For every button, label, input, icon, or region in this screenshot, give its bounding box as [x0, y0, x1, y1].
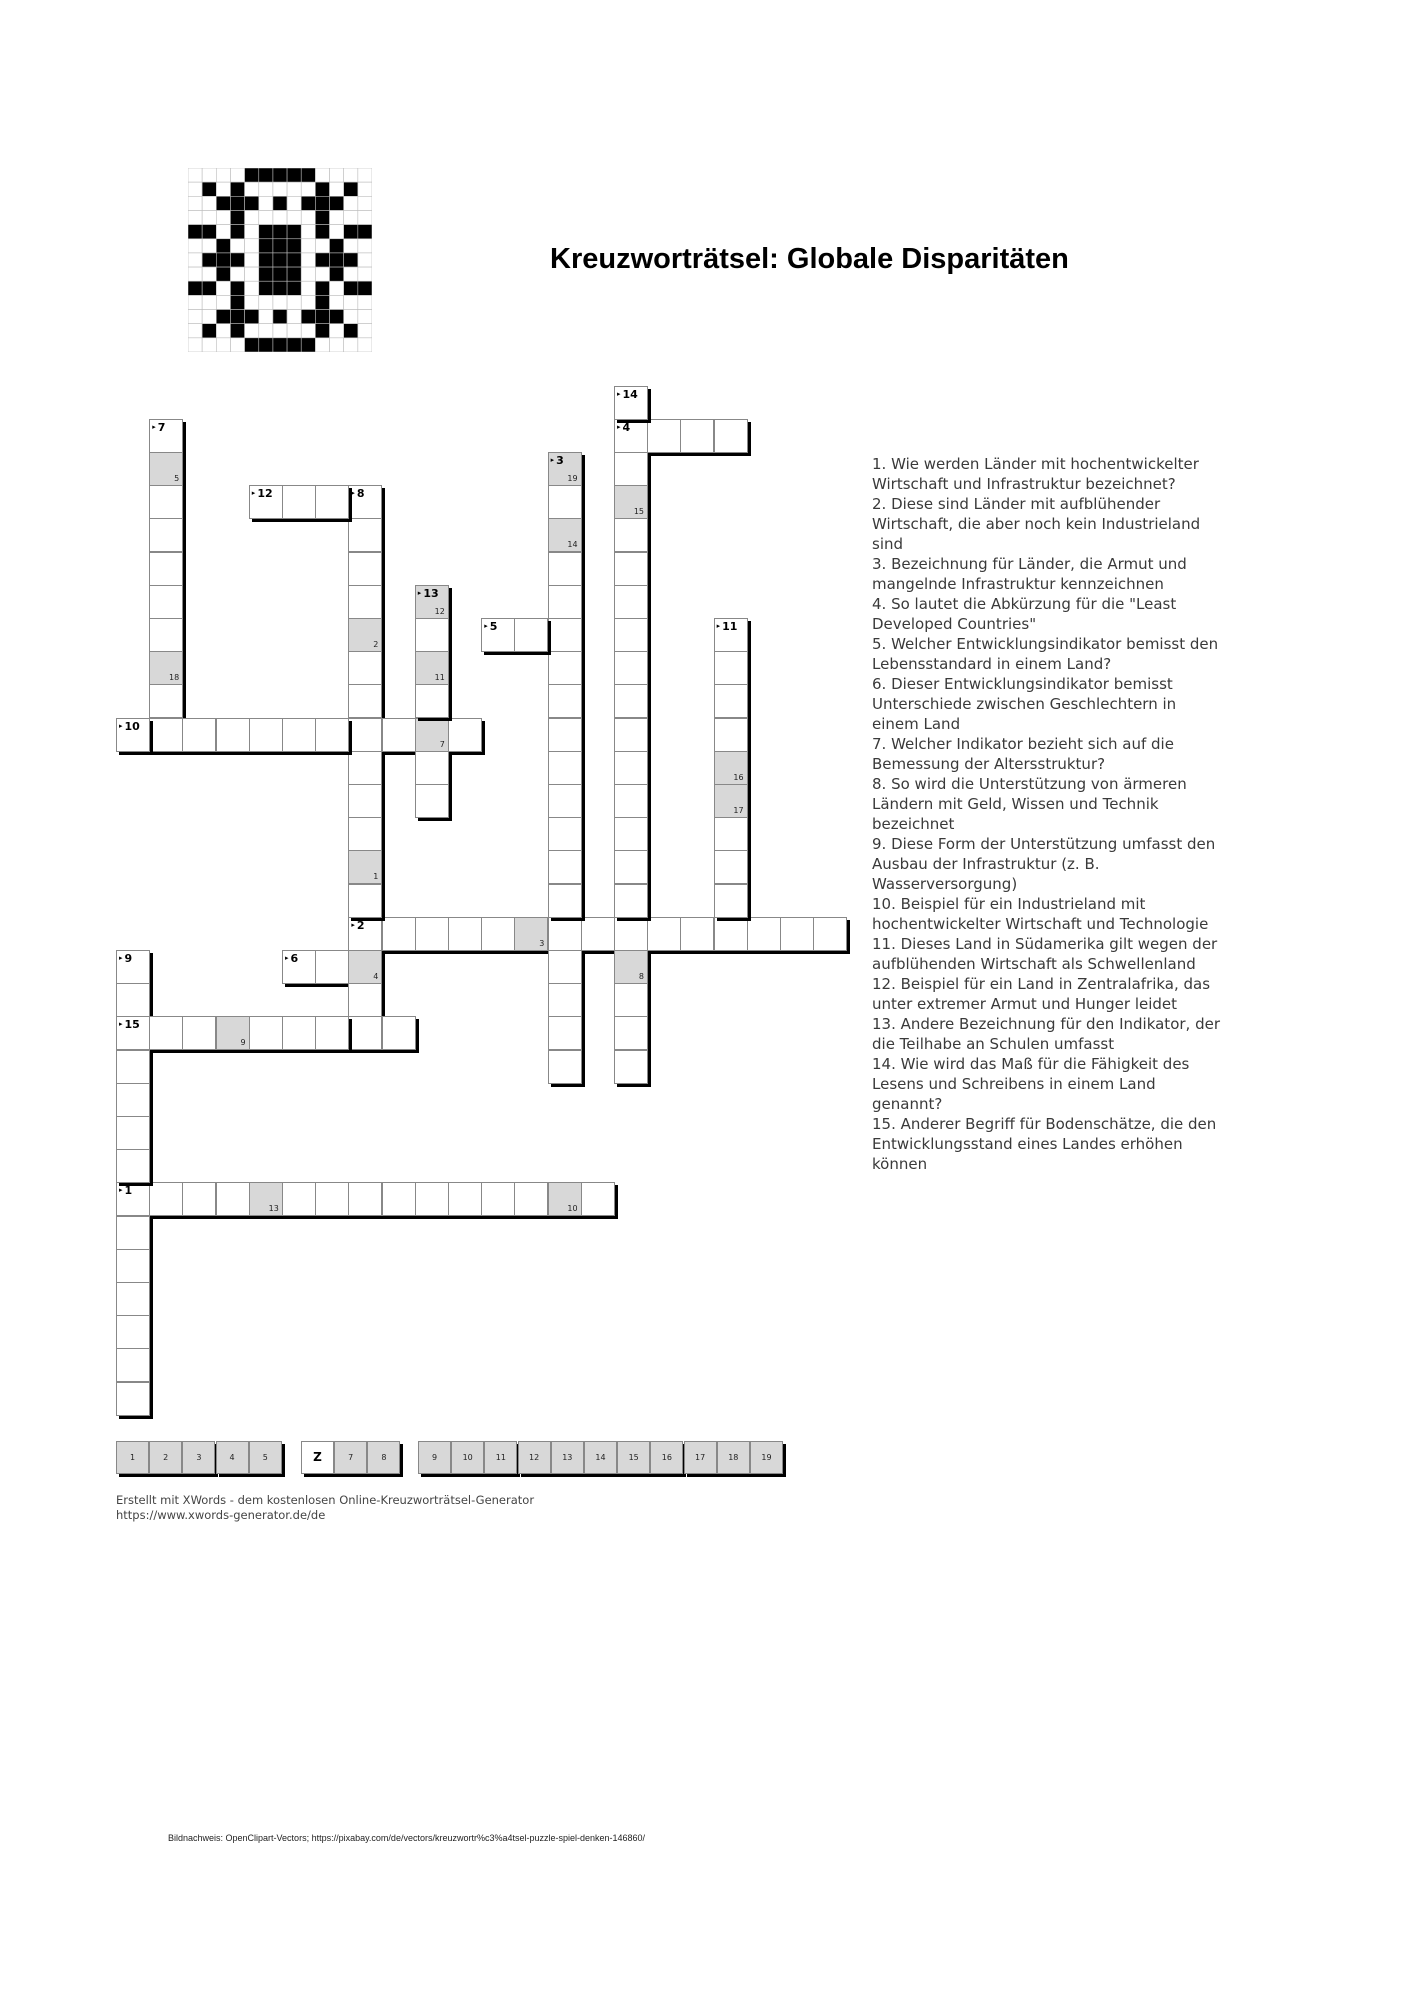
crossword-cell[interactable]: [548, 983, 582, 1017]
crossword-cell[interactable]: [149, 485, 183, 519]
clue-line: Wirtschaft, die aber noch kein Industrieland: [872, 515, 1201, 533]
solution-cell[interactable]: 1: [116, 1441, 149, 1474]
solution-cell[interactable]: 16: [650, 1441, 683, 1474]
solution-index-label: 9: [240, 1038, 246, 1048]
clue-line: 15. Anderer Begriff für Bodenschätze, die den: [872, 1115, 1217, 1133]
page-title: Kreuzworträtsel: Globale Disparitäten: [550, 243, 1069, 276]
solution-index-label: 13: [268, 1204, 279, 1214]
solution-cell[interactable]: 12: [518, 1441, 551, 1474]
solution-cell[interactable]: 5: [249, 1441, 282, 1474]
solution-cell[interactable]: 11: [484, 1441, 517, 1474]
crossword-cell[interactable]: [382, 917, 416, 951]
crossword-cell[interactable]: [548, 552, 582, 586]
crossword-cell[interactable]: [548, 751, 582, 785]
crossword-cell[interactable]: [348, 983, 382, 1017]
crossword-cell[interactable]: [481, 1182, 515, 1216]
crossword-cell[interactable]: [116, 1182, 150, 1216]
clue-line: Lesens und Schreibens in einem Land: [872, 1075, 1156, 1093]
solution-cell[interactable]: 13: [551, 1441, 584, 1474]
crossword-cell[interactable]: [614, 1016, 648, 1050]
crossword-cell[interactable]: [647, 419, 681, 453]
crossword-cell[interactable]: [116, 1149, 150, 1183]
crossword-cell[interactable]: [448, 917, 482, 951]
crossword-cell[interactable]: [614, 651, 648, 685]
crossword-cell[interactable]: [348, 817, 382, 851]
clue-line: 6. Dieser Entwicklungsindikator bemisst: [872, 675, 1173, 693]
credit-text: Erstellt mit XWords - dem kostenlosen Online-Kreuzworträtsel-Generator: [116, 1493, 535, 1507]
crossword-cell[interactable]: [514, 1182, 548, 1216]
crossword-cell[interactable]: [149, 552, 183, 586]
crossword-cell[interactable]: [116, 1282, 150, 1316]
crossword-cell[interactable]: [315, 1016, 349, 1050]
crossword-cell[interactable]: [116, 1050, 150, 1084]
crossword-cell[interactable]: [548, 1050, 582, 1084]
solution-index-label: 4: [373, 972, 379, 981]
crossword-cell[interactable]: [149, 684, 183, 718]
clue-line: können: [872, 1155, 928, 1173]
crossword-cell[interactable]: [548, 718, 582, 752]
crossword-cell[interactable]: [548, 884, 582, 918]
clue-number-label: ▸ 9: [119, 952, 132, 965]
clue-line: einem Land: [872, 715, 961, 733]
crossword-cell[interactable]: [614, 751, 648, 785]
crossword-cell[interactable]: [116, 1083, 150, 1117]
crossword-cell[interactable]: [548, 950, 582, 984]
crossword-cell[interactable]: [714, 884, 748, 918]
clue-line: Lebensstandard in einem Land?: [872, 655, 1112, 673]
crossword-cell[interactable]: [714, 817, 748, 851]
crossword-cell[interactable]: [249, 1182, 283, 1216]
crossword-cell[interactable]: [548, 1182, 582, 1216]
crossword-cell[interactable]: [116, 1016, 150, 1050]
crossword-cell[interactable]: [714, 651, 748, 685]
clue-line: aufblühenden Wirtschaft als Schwellenland: [872, 955, 1196, 973]
crossword-cell[interactable]: [182, 718, 216, 752]
generator-credit: [116, 1493, 534, 1523]
crossword-cell[interactable]: [614, 452, 648, 486]
crossword-cell[interactable]: [149, 618, 183, 652]
crossword-cell[interactable]: [614, 585, 648, 619]
credit-url: https://www.xwords-generator.de/de: [116, 1508, 326, 1522]
clue-list: [872, 454, 1272, 1174]
crossword-cell[interactable]: [348, 1016, 382, 1050]
crossword-cell[interactable]: [548, 485, 582, 519]
crossword-cell[interactable]: [116, 1116, 150, 1150]
clue-line: bezeichnet: [872, 815, 955, 833]
crossword-cell[interactable]: [614, 784, 648, 818]
clue-line: Bemessung der Altersstruktur?: [872, 755, 1106, 773]
crossword-cell[interactable]: [182, 1182, 216, 1216]
crossword-cell[interactable]: [282, 1016, 316, 1050]
crossword-cell[interactable]: [149, 585, 183, 619]
clue-line: 5. Welcher Entwicklungsindikator bemisst den: [872, 635, 1219, 653]
clue-line: 3. Bezeichnung für Länder, die Armut und: [872, 555, 1187, 573]
crossword-cell[interactable]: [548, 1016, 582, 1050]
crossword-cell[interactable]: [282, 485, 316, 519]
crossword-cell[interactable]: [282, 1182, 316, 1216]
crossword-cell[interactable]: [614, 419, 648, 453]
solution-cell[interactable]: 9: [418, 1441, 451, 1474]
crossword-cell[interactable]: [182, 1016, 216, 1050]
crossword-cell[interactable]: [249, 1016, 283, 1050]
solution-index-label: 1: [373, 872, 379, 882]
crossword-cell[interactable]: [548, 917, 582, 951]
crossword-cell[interactable]: [581, 1182, 615, 1216]
crossword-cell[interactable]: [813, 917, 847, 951]
crossword-cell[interactable]: [614, 552, 648, 586]
crossword-cell[interactable]: [415, 718, 449, 752]
clue-line: hochentwickelter Wirtschaft und Technologie: [872, 915, 1209, 933]
crossword-cell[interactable]: [415, 684, 449, 718]
solution-index-label: 12: [434, 606, 445, 616]
solution-cell[interactable]: 3: [182, 1441, 215, 1474]
crossword-cell[interactable]: [548, 850, 582, 884]
crossword-cell[interactable]: [614, 1050, 648, 1084]
crossword-cell[interactable]: [780, 917, 814, 951]
clue-number-label: ▸ 14: [617, 388, 638, 401]
clue-number-label: ▸ 3: [551, 454, 564, 467]
crossword-cell[interactable]: [149, 419, 183, 453]
solution-cell[interactable]: 14: [584, 1441, 617, 1474]
crossword-cell[interactable]: [116, 950, 150, 984]
crossword-cell[interactable]: [614, 950, 648, 984]
image-attribution: Bildnachweis: OpenClipart-Vectors; https://pixabay.com/de/vectors/kreuzwortr%c3%a4tsel-puzzle-spiel-denken-146860/: [168, 1833, 646, 1843]
crossword-cell[interactable]: [348, 950, 382, 984]
crossword-cell[interactable]: [614, 884, 648, 918]
crossword-cell[interactable]: [348, 618, 382, 652]
clue-number-label: ▸ 4: [617, 421, 630, 434]
clue-line: 13. Andere Bezeichnung für den Indikator, der: [872, 1015, 1220, 1033]
clue-line: Wirtschaft und Infrastruktur bezeichnet?: [872, 475, 1176, 493]
crossword-cell[interactable]: [348, 784, 382, 818]
crossword-cell[interactable]: [747, 917, 781, 951]
solution-cell[interactable]: 4: [216, 1441, 249, 1474]
crossword-cell[interactable]: [216, 1182, 250, 1216]
crossword-cell[interactable]: [548, 452, 582, 486]
solution-index-label: 5: [174, 474, 180, 483]
clue-number-label: ▸ 10: [119, 720, 140, 733]
clue-line: Wasserversorgung): [872, 875, 1018, 893]
crossword-cell[interactable]: [448, 718, 482, 752]
crossword-cell[interactable]: [548, 618, 582, 652]
crossword-cell[interactable]: [249, 485, 283, 519]
crossword-cell[interactable]: [249, 718, 283, 752]
clue-line: Ausbau der Infrastruktur (z. B.: [872, 855, 1100, 873]
clue-line: genannt?: [872, 1095, 943, 1113]
crossword-cell[interactable]: [680, 917, 714, 951]
crossword-cell[interactable]: [415, 651, 449, 685]
clue-line: 11. Dieses Land in Südamerika gilt wegen der: [872, 935, 1218, 953]
crossword-cell[interactable]: [149, 518, 183, 552]
crossword-cell[interactable]: [581, 917, 615, 951]
crossword-cell[interactable]: [348, 684, 382, 718]
crossword-cell[interactable]: [415, 917, 449, 951]
crossword-cell[interactable]: [714, 419, 748, 453]
clue-number-label: ▸ 1: [119, 1184, 132, 1197]
clue-line: Unterschiede zwischen Geschlechtern in: [872, 695, 1177, 713]
clue-number-label: ▸ 15: [119, 1018, 140, 1031]
crossword-cell[interactable]: [448, 1182, 482, 1216]
crossword-cell[interactable]: [548, 585, 582, 619]
crossword-cell[interactable]: [216, 718, 250, 752]
crossword-cell[interactable]: [348, 1182, 382, 1216]
crossword-cell[interactable]: [348, 850, 382, 884]
solution-index-label: 19: [567, 474, 578, 483]
crossword-cell[interactable]: [116, 1216, 150, 1250]
clue-number-label: ▸ 12: [252, 487, 273, 500]
solution-index-label: 7: [439, 739, 445, 749]
solution-cell[interactable]: 17: [684, 1441, 717, 1474]
crossword-cell[interactable]: [382, 1016, 416, 1050]
crossword-cell[interactable]: [415, 585, 449, 619]
clue-line: 10. Beispiel für ein Industrieland mit: [872, 895, 1146, 913]
clue-line: unter extremer Armut und Hunger leidet: [872, 995, 1178, 1013]
crossword-cell[interactable]: [614, 817, 648, 851]
crossword-cell[interactable]: [216, 1016, 250, 1050]
crossword-cell[interactable]: [315, 718, 349, 752]
crossword-cell[interactable]: [348, 718, 382, 752]
solution-index-label: 16: [733, 772, 744, 782]
clue-line: sind: [872, 535, 904, 553]
clue-number-label: ▸ 11: [717, 620, 738, 633]
crossword-cell[interactable]: [149, 452, 183, 486]
crossword-cell[interactable]: [315, 950, 349, 984]
solution-index-label: 3: [539, 938, 545, 948]
crossword-cell[interactable]: [548, 651, 582, 685]
crossword-cell[interactable]: [514, 618, 548, 652]
solution-index-label: 18: [169, 673, 180, 683]
crossword-cell[interactable]: [614, 485, 648, 519]
crossword-cell[interactable]: [149, 1182, 183, 1216]
clue-line: Entwicklungsstand eines Landes erhöhen: [872, 1135, 1183, 1153]
crossword-cell[interactable]: [614, 618, 648, 652]
crossword-cell[interactable]: [415, 784, 449, 818]
crossword-cell[interactable]: [382, 718, 416, 752]
crossword-cell[interactable]: [514, 917, 548, 951]
clue-line: 4. So lautet die Abkürzung für die "Least: [872, 595, 1177, 613]
solution-cell[interactable]: 8: [367, 1441, 400, 1474]
clue-line: Ländern mit Geld, Wissen und Technik: [872, 795, 1159, 813]
crossword-cell[interactable]: [415, 751, 449, 785]
solution-index-label: 14: [567, 540, 578, 550]
crossword-cell[interactable]: [116, 983, 150, 1017]
solution-cell[interactable]: 18: [717, 1441, 750, 1474]
crossword-cell[interactable]: [116, 718, 150, 752]
clue-line: mangelnde Infrastruktur kennzeichnen: [872, 575, 1164, 593]
crossword-cell[interactable]: [614, 917, 648, 951]
crossword-cell[interactable]: [149, 718, 183, 752]
clue-number-label: ▸ 2: [351, 919, 364, 932]
solution-cell[interactable]: 7: [334, 1441, 367, 1474]
crossword-cell[interactable]: [348, 518, 382, 552]
crossword-cell[interactable]: [714, 751, 748, 785]
clue-line: 8. So wird die Unterstützung von ärmeren: [872, 775, 1187, 793]
crossword-cell[interactable]: [315, 1182, 349, 1216]
clue-line: 9. Diese Form der Unterstützung umfasst den: [872, 835, 1216, 853]
crossword-cell[interactable]: [116, 1348, 150, 1382]
crossword-cell[interactable]: [116, 1382, 150, 1416]
crossword-cell[interactable]: [348, 884, 382, 918]
solution-index-label: 10: [567, 1204, 578, 1214]
crossword-cell[interactable]: [348, 485, 382, 519]
crossword-cell[interactable]: [614, 684, 648, 718]
clue-line: 7. Welcher Indikator bezieht sich auf die: [872, 735, 1174, 753]
crossword-cell[interactable]: [348, 651, 382, 685]
crossword-cell[interactable]: [614, 386, 648, 420]
crossword-cell[interactable]: [548, 684, 582, 718]
crossword-cell[interactable]: [116, 1249, 150, 1283]
crossword-cell[interactable]: [481, 917, 515, 951]
solution-index-label: 2: [373, 640, 379, 649]
solution-cell[interactable]: 2: [149, 1441, 182, 1474]
crossword-cell[interactable]: [149, 1016, 183, 1050]
clue-line: Developed Countries": [872, 615, 1037, 633]
crossword-cell[interactable]: [714, 718, 748, 752]
crossword-cell[interactable]: [614, 518, 648, 552]
crossword-cell[interactable]: [614, 983, 648, 1017]
crossword-cell[interactable]: [415, 1182, 449, 1216]
crossword-cell[interactable]: [282, 718, 316, 752]
clue-line: die Teilhabe an Schulen umfasst: [872, 1035, 1115, 1053]
crossword-cell[interactable]: [415, 618, 449, 652]
crossword-cell[interactable]: [614, 850, 648, 884]
crossword-cell[interactable]: [680, 419, 714, 453]
clue-number-label: ▸ 5: [484, 620, 497, 633]
crossword-cell[interactable]: [548, 784, 582, 818]
solution-index-label: 8: [638, 972, 644, 981]
solution-cell[interactable]: 19: [750, 1441, 783, 1474]
solution-cell[interactable]: 15: [617, 1441, 650, 1474]
crossword-cell[interactable]: [714, 784, 748, 818]
crossword-cell[interactable]: [647, 917, 681, 951]
clue-number-label: ▸ 13: [418, 587, 439, 600]
crossword-cell[interactable]: [348, 751, 382, 785]
crossword-cell[interactable]: [348, 552, 382, 586]
crossword-cell[interactable]: [548, 817, 582, 851]
clue-line: 2. Diese sind Länder mit aufblühender: [872, 495, 1161, 513]
clue-line: 14. Wie wird das Maß für die Fähigkeit des: [872, 1055, 1190, 1073]
crossword-cell[interactable]: [315, 485, 349, 519]
crossword-cell[interactable]: [382, 1182, 416, 1216]
clue-number-label: ▸ 8: [351, 487, 364, 500]
solution-index-label: 17: [733, 806, 744, 815]
crossword-cell[interactable]: [481, 618, 515, 652]
crossword-cell[interactable]: [348, 917, 382, 951]
solution-index-label: 15: [633, 507, 644, 517]
crossword-cell[interactable]: [116, 1315, 150, 1349]
solution-cell[interactable]: Z: [301, 1441, 334, 1474]
crossword-cell[interactable]: [614, 718, 648, 752]
crossword-cell[interactable]: [548, 518, 582, 552]
crossword-cell[interactable]: [714, 850, 748, 884]
crossword-cell[interactable]: [149, 651, 183, 685]
clue-number-label: ▸ 7: [152, 421, 165, 434]
crossword-cell[interactable]: [282, 950, 316, 984]
clue-number-label: ▸ 6: [285, 952, 298, 965]
crossword-cell[interactable]: [714, 684, 748, 718]
crossword-cell[interactable]: [714, 917, 748, 951]
solution-index-label: 11: [434, 673, 445, 683]
clue-line: 12. Beispiel für ein Land in Zentralafrika, das: [872, 975, 1211, 993]
clue-line: 1. Wie werden Länder mit hochentwickelter: [872, 455, 1199, 473]
solution-cell[interactable]: 10: [451, 1441, 484, 1474]
crossword-cell[interactable]: [348, 585, 382, 619]
crossword-cell[interactable]: [714, 618, 748, 652]
